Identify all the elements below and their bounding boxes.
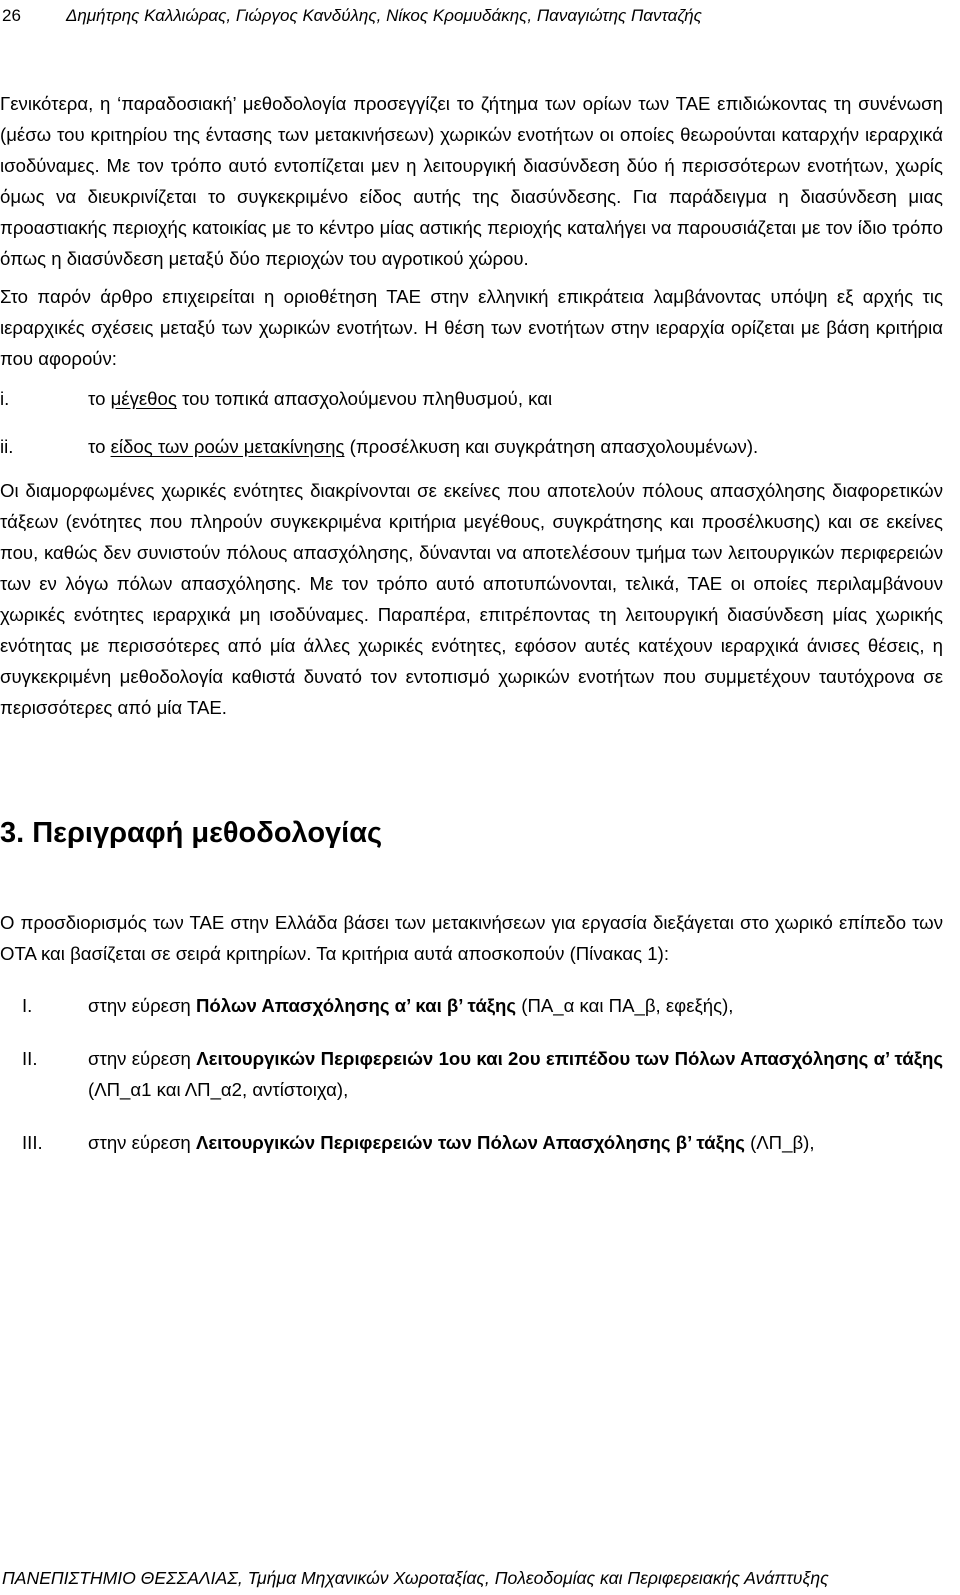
criteria-step xyxy=(0,1043,943,1105)
paragraph: Γενικότερα, η ‘παραδοσιακή’ μεθοδολογία προσεγγίζει το ζήτημα των ορίων των ΤΑΕ επιδιώκοντας τη συνένωση (μέσω του κριτηρίου της έντασης των μετακινήσεων) χωρικών ενοτήτων οι οποίες θεωρούνται καταρχήν ιεραρχικά ισοδύναμες. Με τον τρόπο αυτό εντοπίζεται μεν η λειτουργική διασύνδεση δύο ή περισσότερων ενοτήτων, χωρίς όμως να διευκρινίζεται το συγκεκριμένο είδος αυτής της διασύνδεσης. Για παράδειγμα η διασύνδεση μιας προαστιακής περιοχής κατοικίας με το κέντρο μίας αστικής περιοχής καταλήγει να παρουσιάζεται με τον ίδιο τρόπο όπως η διασύνδεση μεταξύ δύο περιοχών του αγροτικού χώρου. xyxy=(0,93,943,269)
list-marker: III. xyxy=(22,1132,43,1153)
list-marker: I. xyxy=(22,995,33,1016)
list-item-text xyxy=(0,1127,943,1158)
list-marker: ii. xyxy=(0,436,14,457)
text-run: το xyxy=(88,436,111,457)
text-run: στην εύρεση xyxy=(88,995,196,1016)
bold-term: Λειτουργικών Περιφερειών 1ου και 2ου επιπέδου των Πόλων Απασχόλησης α’ τάξης xyxy=(196,1048,943,1069)
header-authors: Δημήτρης Καλλιώρας, Γιώργος Κανδύλης, Νίκος Κρομυδάκης, Παναγιώτης Πανταζής xyxy=(66,6,702,25)
text-run: (προσέλκυση και συγκράτηση απασχολουμένων). xyxy=(344,436,759,457)
underlined-term: είδος των ροών μετακίνησης xyxy=(110,436,345,457)
text-run: (ΛΠ_α1 και ΛΠ_α2, αντίστοιχα), xyxy=(88,1079,349,1100)
criteria-step xyxy=(0,1127,943,1158)
text-run: του τοπικά απασχολούμενου πληθυσμού, και xyxy=(176,388,553,409)
page-number: 26 xyxy=(2,6,21,25)
criteria-item xyxy=(0,431,943,462)
running-footer: ΠΑΝΕΠΙΣΤΗΜΙΟ ΘΕΣΣΑΛΙΑΣ, Τμήμα Μηχανικών Χωροταξίας, Πολεοδομίας και Περιφερειακής Ανάπτυξης xyxy=(2,1568,829,1588)
list-marker: II. xyxy=(22,1048,38,1069)
list-item-text xyxy=(0,990,943,1021)
text-run: (ΛΠ_β), xyxy=(744,1132,815,1153)
paragraph: Οι διαμορφωμένες χωρικές ενότητες διακρίνονται σε εκείνες που αποτελούν πόλους απασχόλησης διαφορετικών τάξεων (ενότητες που πληρούν συγκεκριμένα κριτήρια μεγέθους, συγκράτησης και προσέλκυσης) και σε εκείνες που, καθώς δεν συνιστούν πόλους απασχόλησης, δύνανται να αποτελέσουν τμήμα των λειτουργικών περιφερειών των εν λόγω πόλων απασχόλησης. Με τον τρόπο αυτό αποτυπώνονται, τελικά, ΤΑΕ οι οποίες περιλαμβάνουν χωρικές ενότητες ιεραρχικά μη ισοδύναμες. Παραπέρα, επιτρέποντας τη λειτουργική διασύνδεση μίας χωρικής ενότητας με περισσότερες από μία άλλες χωρικές ενότητες, εφόσον αυτές κατέχουν ιεραρχικά άνισες θέσεις, η συγκεκριμένη μεθοδολογία καθιστά δυνατό τον εντοπισμό χωρικών ενοτήτων που συμμετέχουν ταυτόχρονα σε περισσότερες από μία ΤΑΕ. xyxy=(0,480,943,718)
list-item-text xyxy=(0,1043,943,1105)
section-heading: 3. Περιγραφή μεθοδολογίας xyxy=(0,817,383,849)
paragraph: Ο προσδιορισμός των ΤΑΕ στην Ελλάδα βάσει των μετακινήσεων για εργασία διεξάγεται στο χωρικό επίπεδο των ΟΤΑ και βασίζεται σε σειρά κριτηρίων. Τα κριτήρια αυτά αποσκοπούν (Πίνακας 1): xyxy=(0,912,943,964)
page-body xyxy=(0,88,943,1158)
criteria-step xyxy=(0,990,943,1021)
list-marker: i. xyxy=(0,388,10,409)
list-item-text xyxy=(0,383,943,414)
text-run: το xyxy=(88,388,111,409)
list-item-text xyxy=(0,431,943,462)
text-run: στην εύρεση xyxy=(88,1048,197,1069)
criteria-item xyxy=(0,383,943,414)
bold-term: Πόλων Απασχόλησης α’ και β’ τάξης xyxy=(195,995,517,1016)
running-header xyxy=(2,4,942,28)
underlined-term: μέγεθος xyxy=(110,388,177,409)
bold-term: Λειτουργικών Περιφερειών των Πόλων Απασχόλησης β’ τάξης xyxy=(195,1132,745,1153)
text-run: στην εύρεση xyxy=(88,1132,196,1153)
text-run: (ΠΑ_α και ΠΑ_β, εφεξής), xyxy=(516,995,734,1016)
paragraph: Στο παρόν άρθρο επιχειρείται η οριοθέτηση ΤΑΕ στην ελληνική επικράτεια λαμβάνοντας υπόψη εξ αρχής τις ιεραρχικές σχέσεις μεταξύ των χωρικών ενοτήτων. Η θέση των ενοτήτων στην ιεραρχία ορίζεται με βάση κριτήρια που αφορούν: xyxy=(0,286,943,369)
